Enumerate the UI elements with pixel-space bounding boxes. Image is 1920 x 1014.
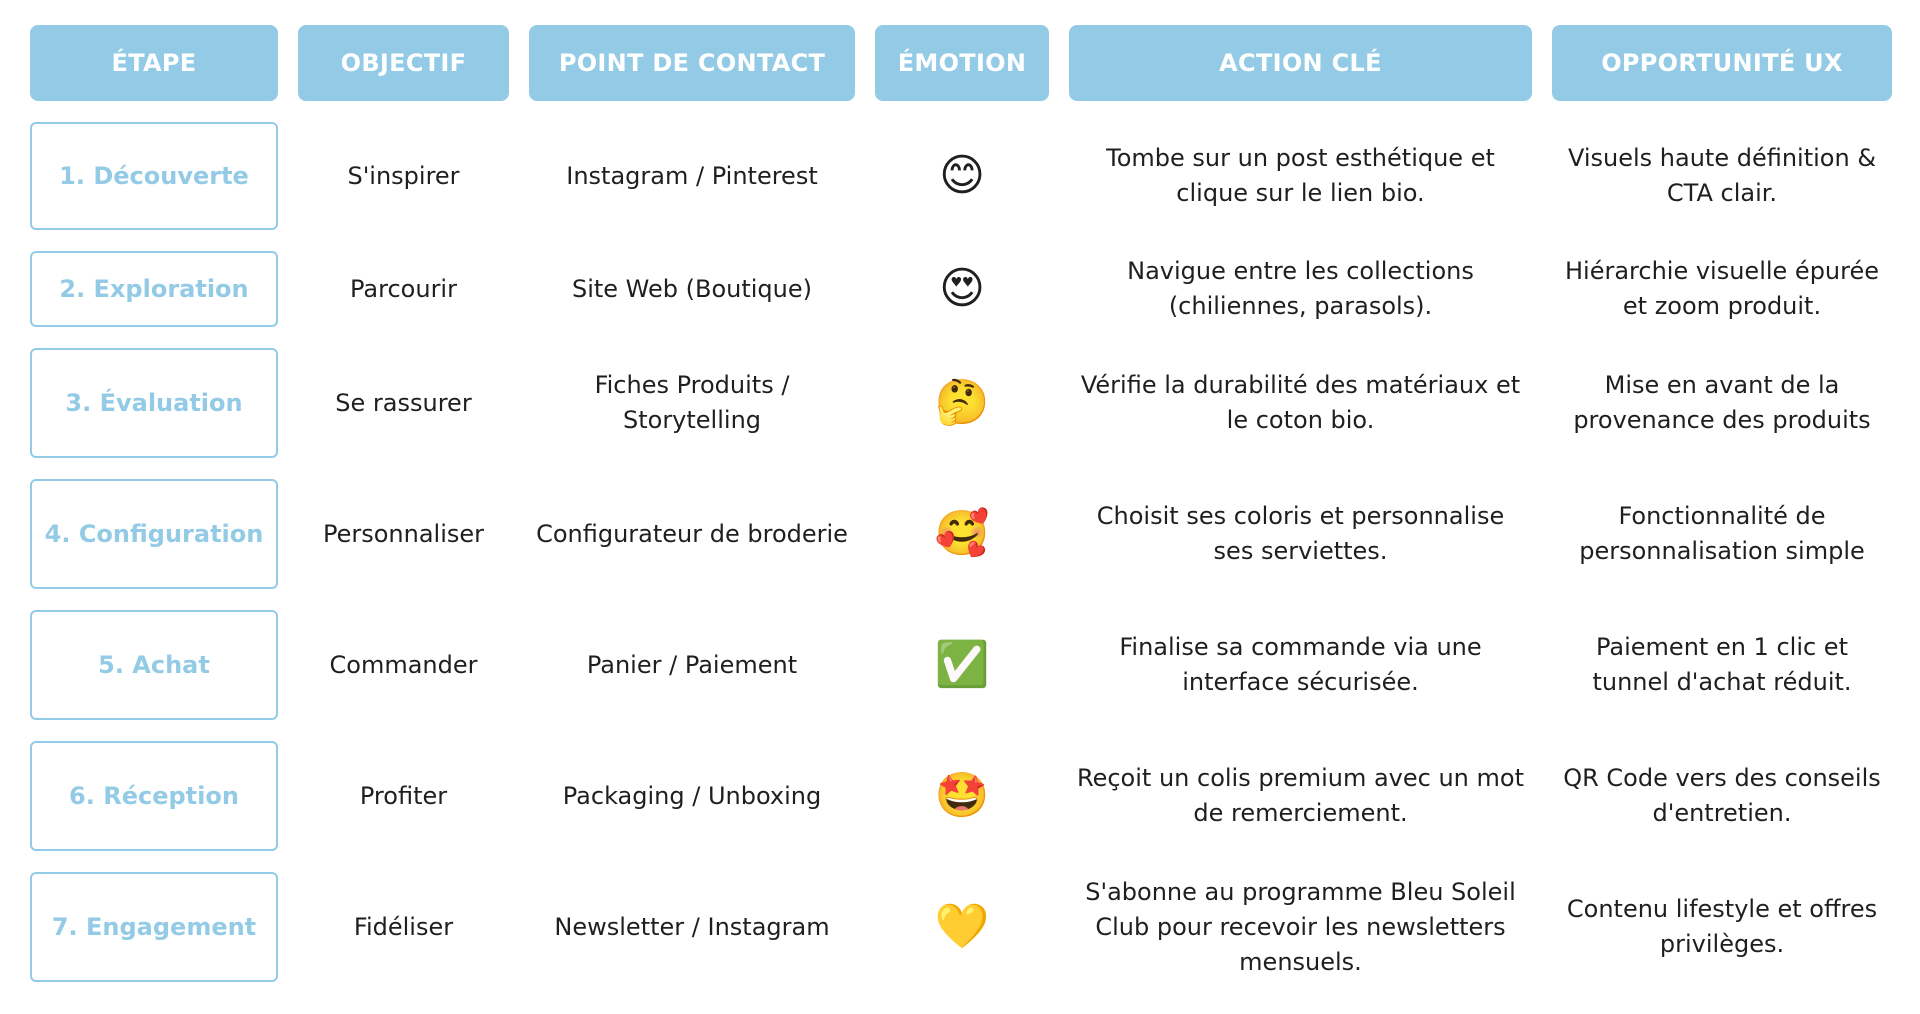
stage-box: 2. Exploration xyxy=(30,251,278,327)
action-cell: Vérifie la durabilité des matériaux et le coton bio. xyxy=(1080,371,1521,434)
goal-cell: Profiter xyxy=(359,781,448,810)
opportunity-cell: Visuels haute définition & CTA clair. xyxy=(1567,144,1877,207)
opportunity-cell: QR Code vers des conseils d'entretien. xyxy=(1563,764,1881,827)
goal-cell: Parcourir xyxy=(350,274,457,303)
yellow-heart-icon: 💛 xyxy=(934,901,990,952)
touchpoint-cell: Packaging / Unboxing xyxy=(562,781,822,810)
header-opportunity: OPPORTUNITÉ UX xyxy=(1552,25,1892,101)
stage-box: 4. Configuration xyxy=(30,479,278,589)
opportunity-cell: Fonctionnalité de personnalisation simple xyxy=(1579,502,1865,565)
stage-box: 7. Engagement xyxy=(30,872,278,982)
stage-box: 5. Achat xyxy=(30,610,278,720)
check-mark-icon: ✅ xyxy=(934,639,990,690)
touchpoint-cell: Configurateur de broderie xyxy=(536,519,848,548)
goal-cell: Fidéliser xyxy=(353,912,454,941)
opportunity-cell: Paiement en 1 clic et tunnel d'achat réduit. xyxy=(1592,633,1852,696)
stage-box: 1. Découverte xyxy=(30,122,278,230)
header-touchpoint: POINT DE CONTACT xyxy=(529,25,855,101)
stage-box: 6. Réception xyxy=(30,741,278,851)
header-goal: OBJECTIF xyxy=(298,25,509,101)
star-struck-icon: 🤩 xyxy=(934,770,990,821)
opportunity-cell: Contenu lifestyle et offres privilèges. xyxy=(1566,895,1878,958)
heart-eyes-icon: 😍 xyxy=(939,263,985,314)
action-cell: Choisit ses coloris et personnalise ses serviettes. xyxy=(1096,502,1505,565)
opportunity-cell: Mise en avant de la provenance des produits xyxy=(1573,371,1871,434)
goal-cell: Personnaliser xyxy=(322,519,485,548)
header-action: ACTION CLÉ xyxy=(1069,25,1532,101)
smiling-face-icon: 😊 xyxy=(939,150,985,201)
touchpoint-cell: Instagram / Pinterest xyxy=(566,161,818,190)
action-cell: Tombe sur un post esthétique et clique sur le lien bio. xyxy=(1106,144,1495,207)
thinking-face-icon: 🤔 xyxy=(934,377,990,428)
action-cell: S'abonne au programme Bleu Soleil Club pour recevoir les newsletters mensuels. xyxy=(1085,877,1516,976)
journey-map-table xyxy=(30,25,1900,982)
goal-cell: Se rassurer xyxy=(335,388,472,417)
header-emotion: ÉMOTION xyxy=(875,25,1049,101)
action-cell: Finalise sa commande via une interface sécurisée. xyxy=(1119,633,1482,696)
touchpoint-cell: Site Web (Boutique) xyxy=(571,274,813,303)
action-cell: Reçoit un colis premium avec un mot de remerciement. xyxy=(1077,764,1524,827)
touchpoint-cell: Newsletter / Instagram xyxy=(554,912,830,941)
touchpoint-cell: Fiches Produits / Storytelling xyxy=(594,371,790,434)
action-cell: Navigue entre les collections (chiliennes, parasols). xyxy=(1127,257,1474,320)
goal-cell: S'inspirer xyxy=(347,161,460,190)
smiling-face-hearts-icon: 🥰 xyxy=(934,508,990,559)
opportunity-cell: Hiérarchie visuelle épurée et zoom produit. xyxy=(1564,257,1880,320)
touchpoint-cell: Panier / Paiement xyxy=(586,650,798,679)
stage-box: 3. Évaluation xyxy=(30,348,278,458)
goal-cell: Commander xyxy=(329,650,478,679)
header-stage: ÉTAPE xyxy=(30,25,278,101)
